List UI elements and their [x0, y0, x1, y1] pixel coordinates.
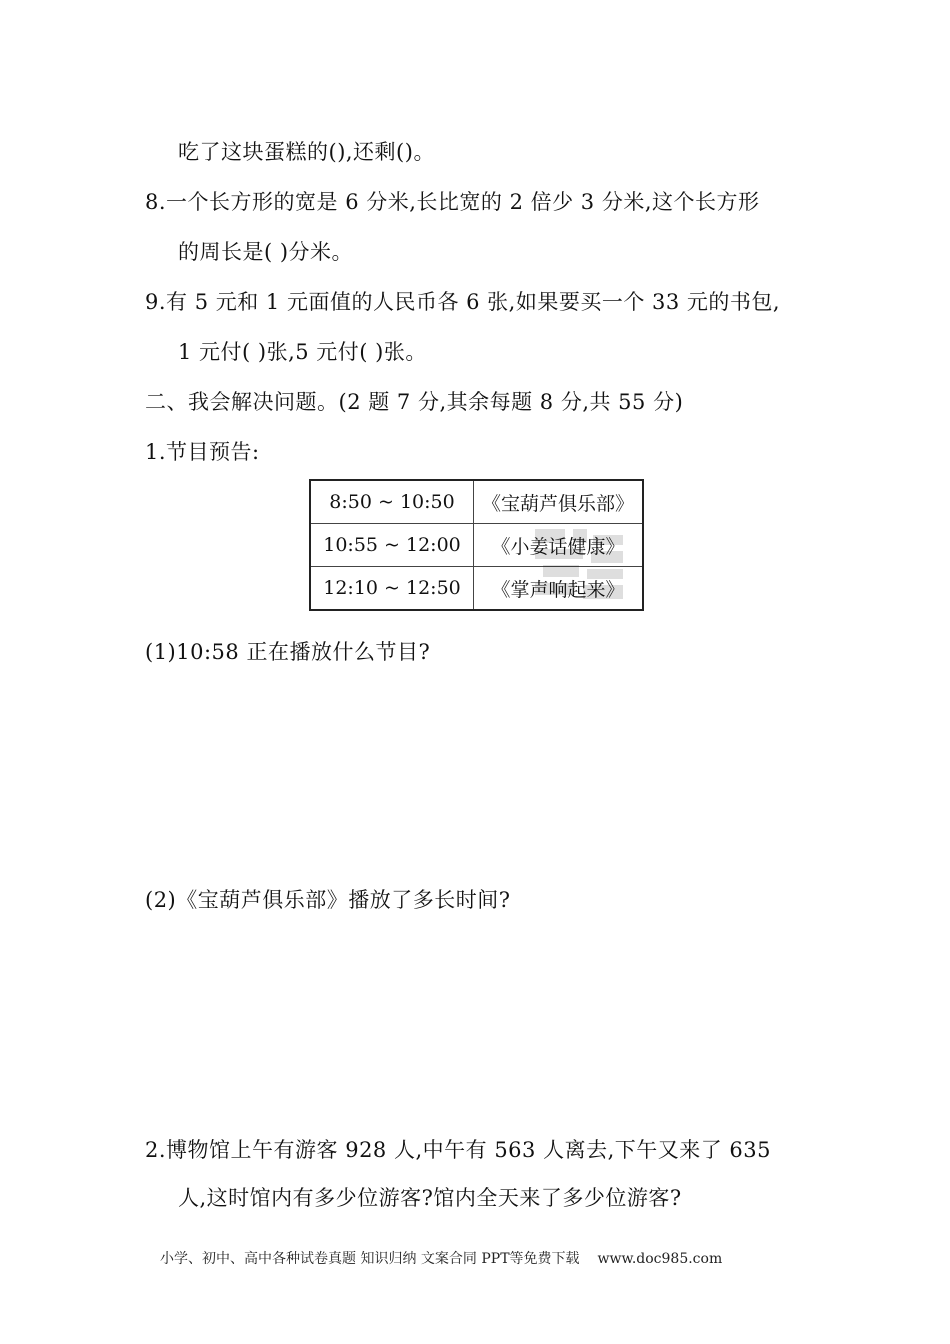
schedule-program: 《宝葫芦俱乐部》 [474, 480, 644, 524]
section-2-heading: 二、我会解决问题。(2 题 7 分,其余每题 8 分,共 55 分) [145, 390, 684, 414]
question-9-line2: 1 元付( )张,5 元付( )张。 [178, 340, 427, 364]
footer-text: 小学、初中、高中各种试卷真题 知识归纳 文案合同 PPT等免费下载 [160, 1251, 580, 1267]
schedule-time: 10:55 ~ 12:00 [310, 524, 474, 567]
problem-2-line2: 人,这时馆内有多少位游客?馆内全天来了多少位游客? [178, 1186, 682, 1210]
schedule-time: 12:10 ~ 12:50 [310, 567, 474, 611]
schedule-program: 《掌声响起来》 [474, 567, 644, 611]
schedule-time: 8:50 ~ 10:50 [310, 480, 474, 524]
q7-continuation: 吃了这块蛋糕的(),还剩()。 [178, 140, 435, 164]
question-8-line2: 的周长是( )分米。 [178, 240, 354, 264]
schedule-program: 《小姜话健康》 [474, 524, 644, 567]
problem-1-title: 1.节目预告: [145, 440, 260, 464]
footer-url: www.doc985.com [597, 1251, 723, 1267]
question-9-line1: 9.有 5 元和 1 元面值的人民币各 6 张,如果要买一个 33 元的书包, [145, 290, 781, 314]
watermark-logo [533, 527, 625, 603]
question-8-line1: 8.一个长方形的宽是 6 分米,长比宽的 2 倍少 3 分米,这个长方形 [145, 190, 760, 214]
sub-question-2: (2)《宝葫芦俱乐部》播放了多长时间? [145, 888, 511, 912]
footer [160, 1248, 722, 1268]
sub-question-1: (1)10:58 正在播放什么节目? [145, 640, 431, 664]
table-row [310, 480, 643, 524]
problem-2-line1: 2.博物馆上午有游客 928 人,中午有 563 人离去,下午又来了 635 [145, 1138, 772, 1162]
